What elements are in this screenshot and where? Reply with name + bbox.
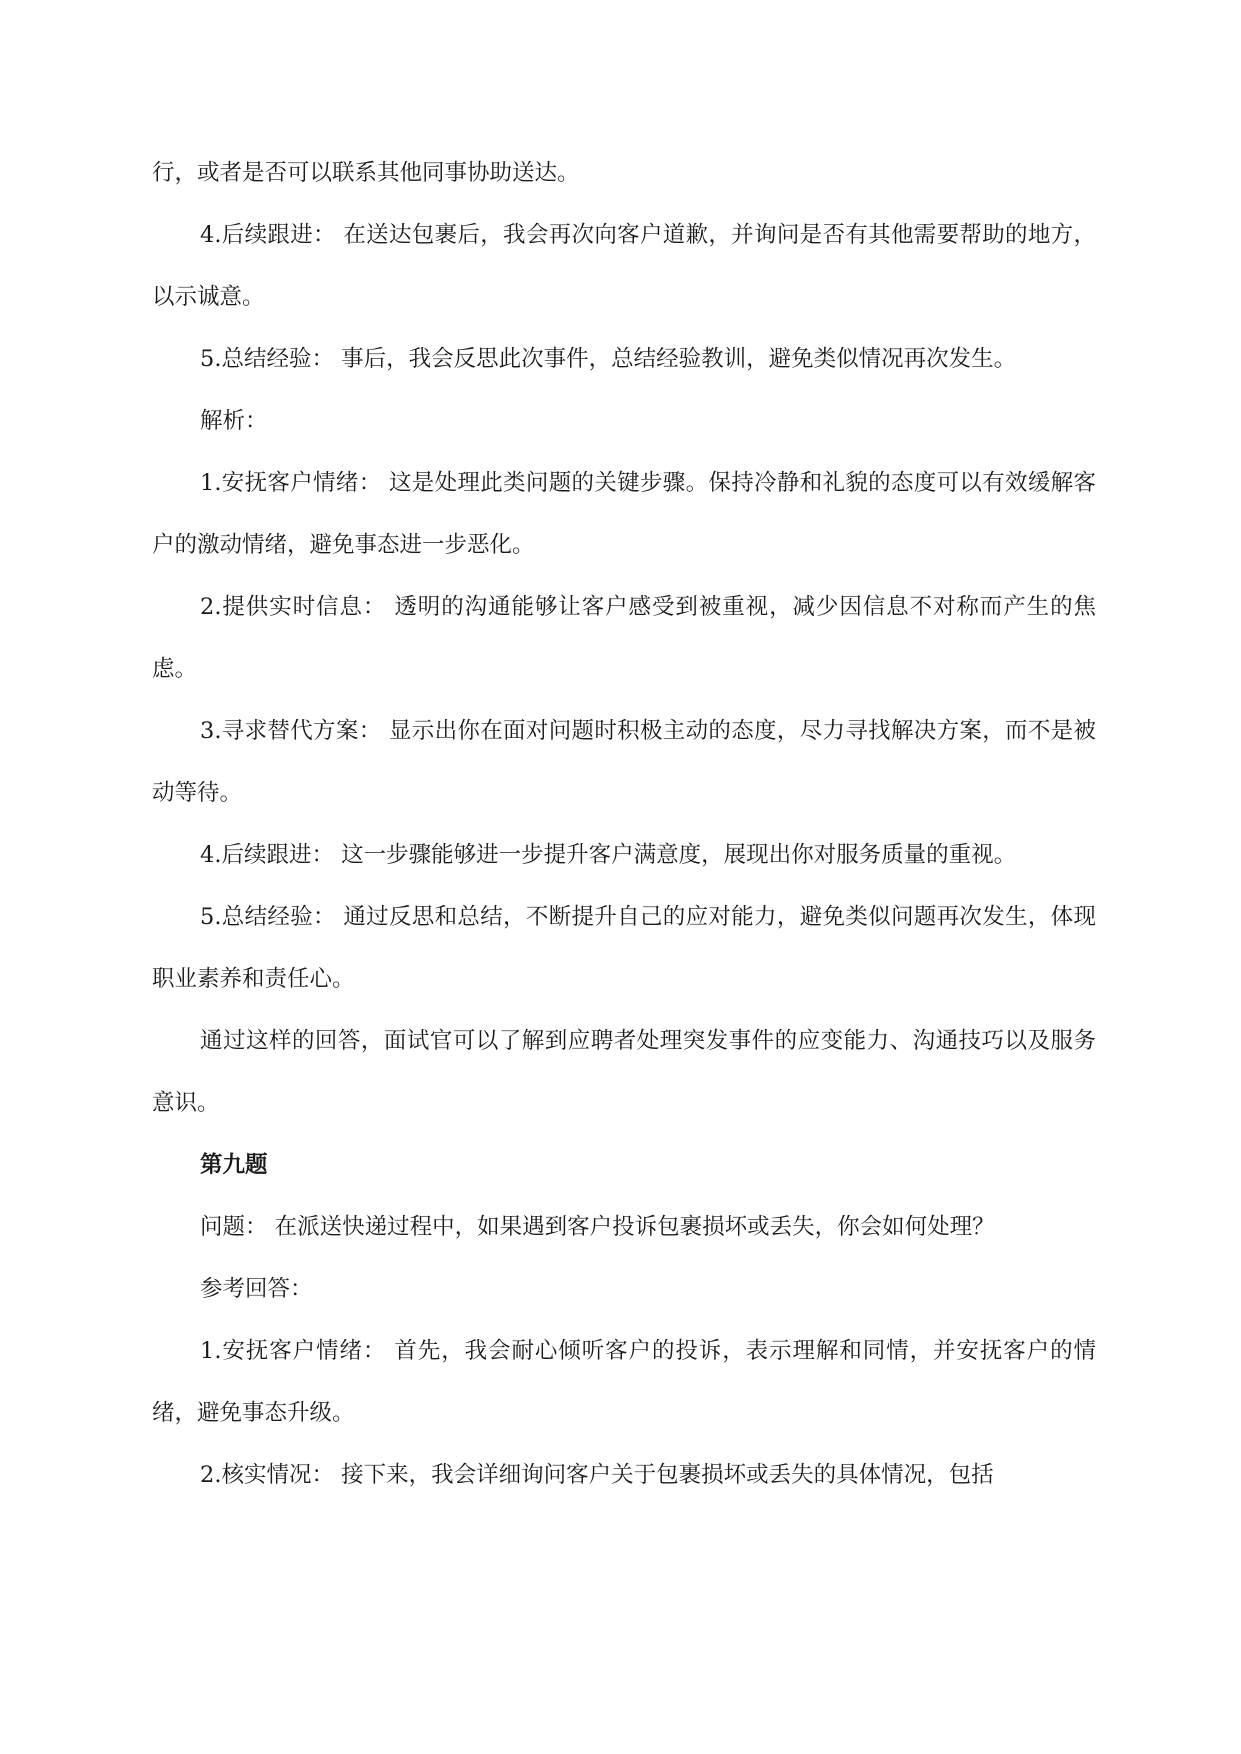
analysis-item-4: 4.后续跟进： 这一步骤能够进一步提升客户满意度，展现出你对服务质量的重视。 <box>200 842 1017 868</box>
question-paragraph: 问题： 在派送快递过程中，如果遇到客户投诉包裹损坏或丢失，你会如何处理？ <box>200 1214 995 1240</box>
answer-item-1: 1.安抚客户情绪： 首先，我会耐心倾听客户的投诉，表示理解和同情，并安抚客户的情绪，避免事态升级。 <box>152 1338 1096 1426</box>
section-heading: 第九题 <box>200 1152 268 1178</box>
analysis-item-3: 3.寻求替代方案： 显示出你在面对问题时积极主动的态度，尽力寻找解决方案，而不是被动等待。 <box>152 718 1096 806</box>
analysis-item-1: 1.安抚客户情绪： 这是处理此类问题的关键步骤。保持冷静和礼貌的态度可以有效缓解客户的激动情绪，避免事态进一步恶化。 <box>152 470 1096 558</box>
paragraph-continuation: 行，或者是否可以联系其他同事协助送达。 <box>152 160 580 186</box>
conclusion-paragraph: 通过这样的回答，面试官可以了解到应聘者处理突发事件的应变能力、沟通技巧以及服务意识。 <box>152 1028 1096 1116</box>
paragraph-follow-up: 4.后续跟进： 在送达包裹后，我会再次向客户道歉，并询问是否有其他需要帮助的地方，以示诚意。 <box>152 222 1096 310</box>
document-body <box>152 142 1096 1506</box>
analysis-item-2: 2.提供实时信息： 透明的沟通能够让客户感受到被重视，减少因信息不对称而产生的焦虑。 <box>152 594 1096 682</box>
analysis-label: 解析： <box>200 408 268 434</box>
answer-label: 参考回答： <box>200 1276 313 1302</box>
analysis-item-5: 5.总结经验： 通过反思和总结，不断提升自己的应对能力，避免类似问题再次发生，体现职业素养和责任心。 <box>152 904 1096 992</box>
paragraph-summary: 5.总结经验： 事后，我会反思此次事件，总结经验教训，避免类似情况再次发生。 <box>200 346 1017 372</box>
answer-item-2: 2.核实情况： 接下来，我会详细询问客户关于包裹损坏或丢失的具体情况，包括 <box>200 1462 994 1488</box>
